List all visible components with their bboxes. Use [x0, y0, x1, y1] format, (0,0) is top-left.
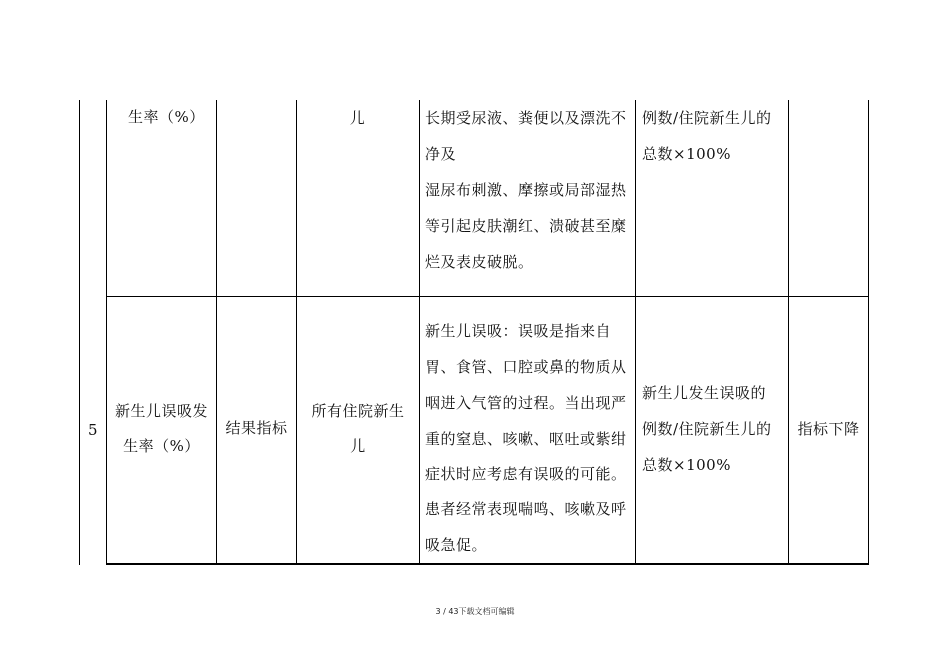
column-divider — [419, 100, 420, 565]
row1-definition-line: 长期受尿液、粪便以及漂洗不 — [425, 109, 627, 127]
row-divider — [107, 296, 869, 297]
row1-formula-line: 总数×100% — [642, 145, 731, 163]
column-divider — [106, 100, 107, 565]
column-divider — [635, 100, 636, 565]
page-footer: 3 / 43下载文档可编辑 — [435, 607, 515, 616]
row1-indicator-name: 生率（%） — [128, 108, 205, 126]
row2-indicator-name-line: 生率（%） — [123, 437, 200, 455]
row1-definition-line: 净及 — [425, 145, 457, 163]
row2-definition-line: 患者经常表现喘鸣、咳嗽及呼 — [425, 500, 627, 518]
row1-formula-line: 例数/住院新生儿的 — [642, 109, 772, 127]
column-divider — [216, 100, 217, 565]
column-divider — [788, 100, 789, 565]
row2-type: 结果指标 — [225, 419, 288, 437]
row2-definition-line: 吸急促。 — [425, 536, 488, 554]
column-divider — [296, 100, 297, 565]
row1-definition-line: 等引起皮肤潮红、溃破甚至糜 — [425, 217, 627, 235]
row2-population-line: 儿 — [350, 437, 366, 455]
row2-definition-line: 新生儿误吸：误吸是指来自 — [425, 322, 612, 340]
row2-direction: 指标下降 — [797, 420, 860, 438]
table-right-border — [868, 100, 869, 565]
row2-definition-line: 重的窒息、咳嗽、呕吐或紫绀 — [425, 430, 627, 448]
row2-definition-line: 症状时应考虑有误吸的可能。 — [425, 465, 627, 483]
row2-definition-line: 咽进入气管的过程。当出现严 — [425, 394, 627, 412]
row1-definition-line: 烂及表皮破脱。 — [425, 253, 534, 271]
row1-definition-line: 湿尿布刺激、摩擦或局部湿热 — [425, 181, 627, 199]
row2-number: 5 — [87, 421, 99, 439]
row2-population-line: 所有住院新生 — [311, 402, 405, 420]
row1-population: 儿 — [349, 109, 366, 127]
table-bottom-border — [107, 563, 869, 565]
row2-formula-line: 新生儿发生误吸的 — [642, 384, 767, 402]
row2-definition-line: 胃、食管、口腔或鼻的物质从 — [425, 358, 627, 376]
table-left-border — [79, 100, 80, 565]
row2-indicator-name-line: 新生儿误吸发 — [114, 402, 208, 420]
row2-formula-line: 例数/住院新生儿的 — [642, 420, 772, 438]
row2-formula-line: 总数×100% — [642, 456, 731, 474]
